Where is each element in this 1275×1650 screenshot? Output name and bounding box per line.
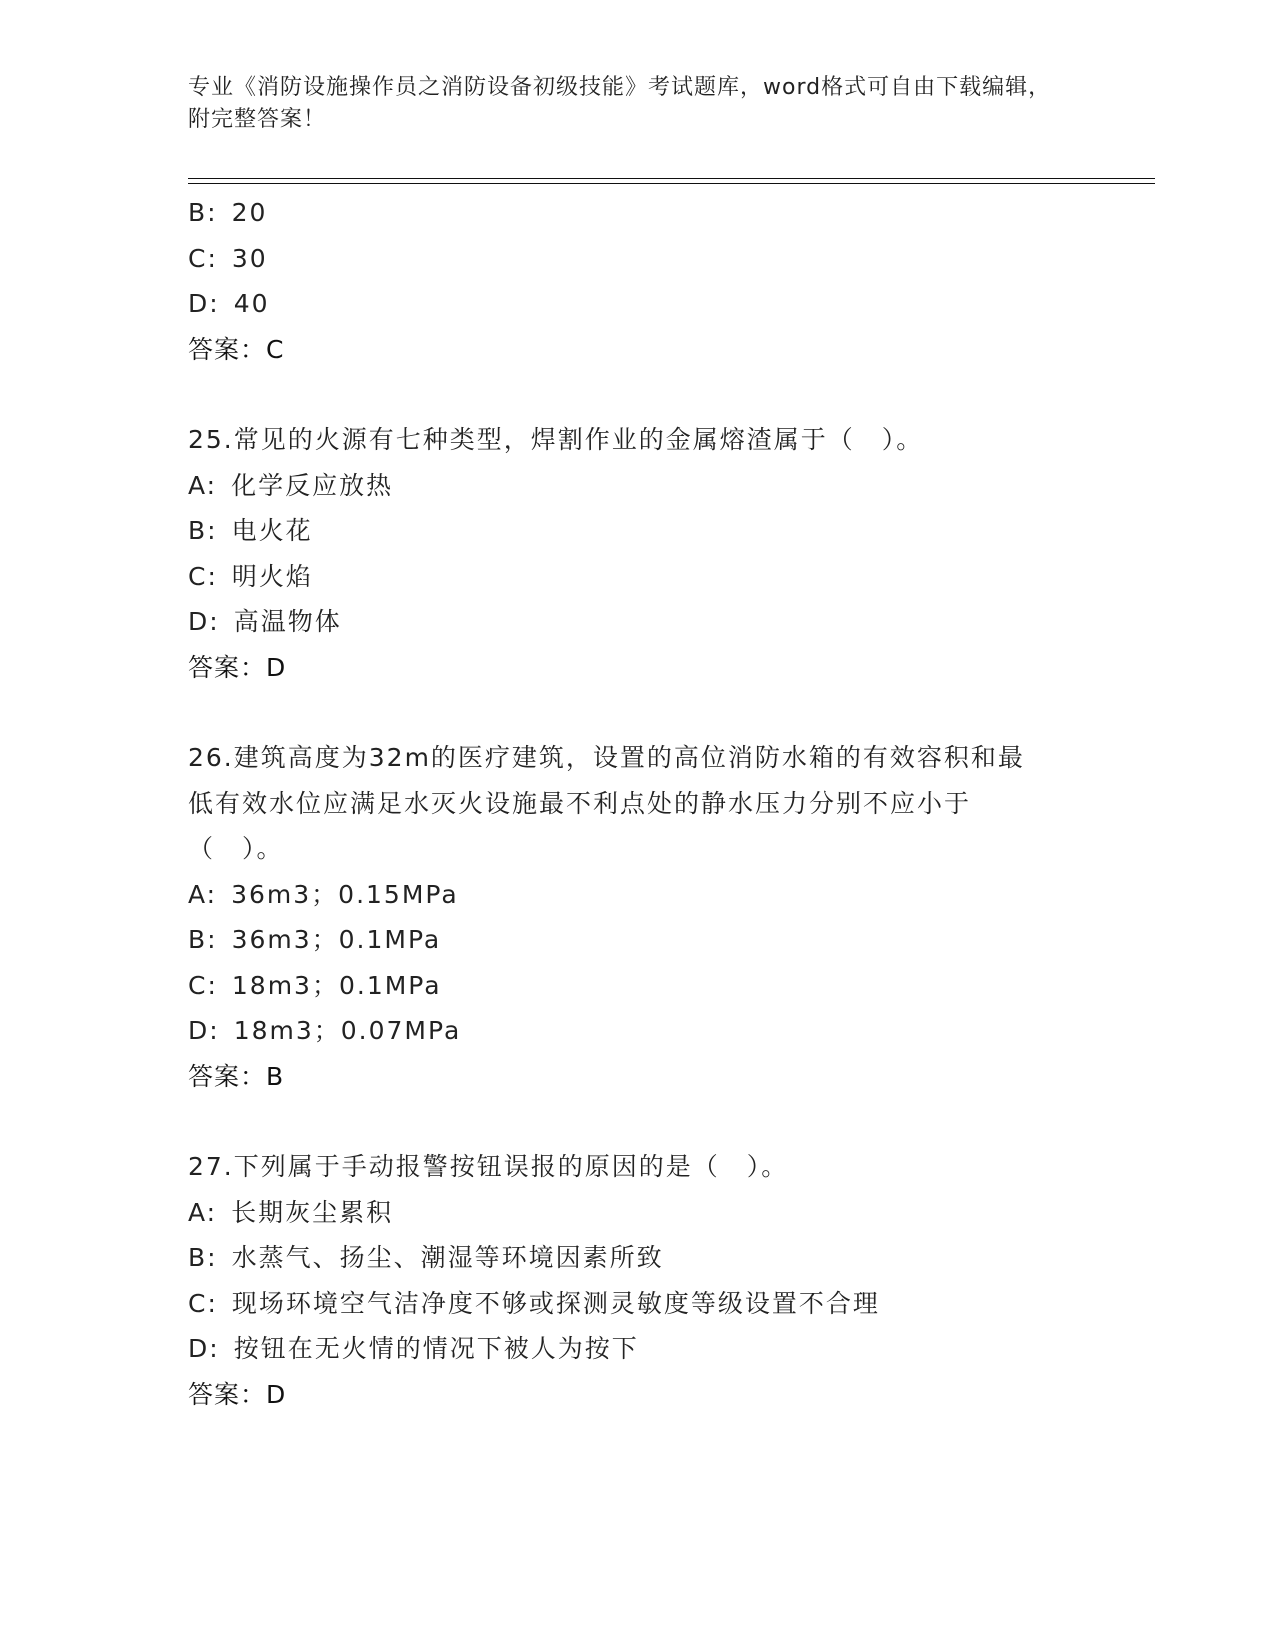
question-stem: 25.常见的火源有七种类型，焊割作业的金属熔渣属于（ ）。: [188, 425, 924, 454]
option-b: B: 电火花: [188, 516, 313, 545]
question-list: [188, 190, 1088, 1417]
option-d: D: 按钮在无火情的情况下被人为按下: [188, 1334, 639, 1363]
option-b: B: 水蒸气、扬尘、潮湿等环境因素所致: [188, 1243, 664, 1272]
question-25: [188, 417, 1088, 690]
option-a: A: 化学反应放热: [188, 470, 394, 500]
answer-line: 答案：D: [188, 652, 287, 682]
header-divider-bottom: [188, 183, 1155, 184]
option-a: A: 36m3；0.15MPa: [188, 879, 459, 909]
header-divider-top: [188, 178, 1155, 179]
question-26: [188, 735, 1088, 1099]
option-d: D: 40: [188, 289, 270, 318]
question-24-continuation: [188, 190, 1088, 372]
answer-line: 答案：C: [188, 334, 285, 364]
option-c: C: 现场环境空气洁净度不够或探测灵敏度等级设置不合理: [188, 1288, 880, 1318]
option-b: B: 20: [188, 198, 268, 227]
option-c: C: 30: [188, 243, 268, 273]
option-b: B: 36m3；0.1MPa: [188, 925, 442, 954]
option-d: D: 高温物体: [188, 607, 342, 636]
header-text: 专业《消防设施操作员之消防设备初级技能》考试题库，word格式可自由下载编辑，附完整答案！: [188, 75, 1052, 132]
option-a: A: 长期灰尘累积: [188, 1197, 394, 1227]
question-27: [188, 1144, 1088, 1417]
option-d: D: 18m3；0.07MPa: [188, 1016, 462, 1045]
option-c: C: 明火焰: [188, 561, 313, 591]
option-c: C: 18m3；0.1MPa: [188, 970, 442, 1000]
answer-line: 答案：B: [188, 1061, 285, 1091]
document-header: [188, 72, 1068, 136]
question-stem: 26.建筑高度为32m的医疗建筑，设置的高位消防水箱的有效容积和最低有效水位应满足水灭火设施最不利点处的静水压力分别不应小于（ ）。: [188, 743, 1025, 863]
answer-line: 答案：D: [188, 1379, 287, 1409]
question-stem: 27.下列属于手动报警按钮误报的原因的是（ ）。: [188, 1152, 789, 1181]
